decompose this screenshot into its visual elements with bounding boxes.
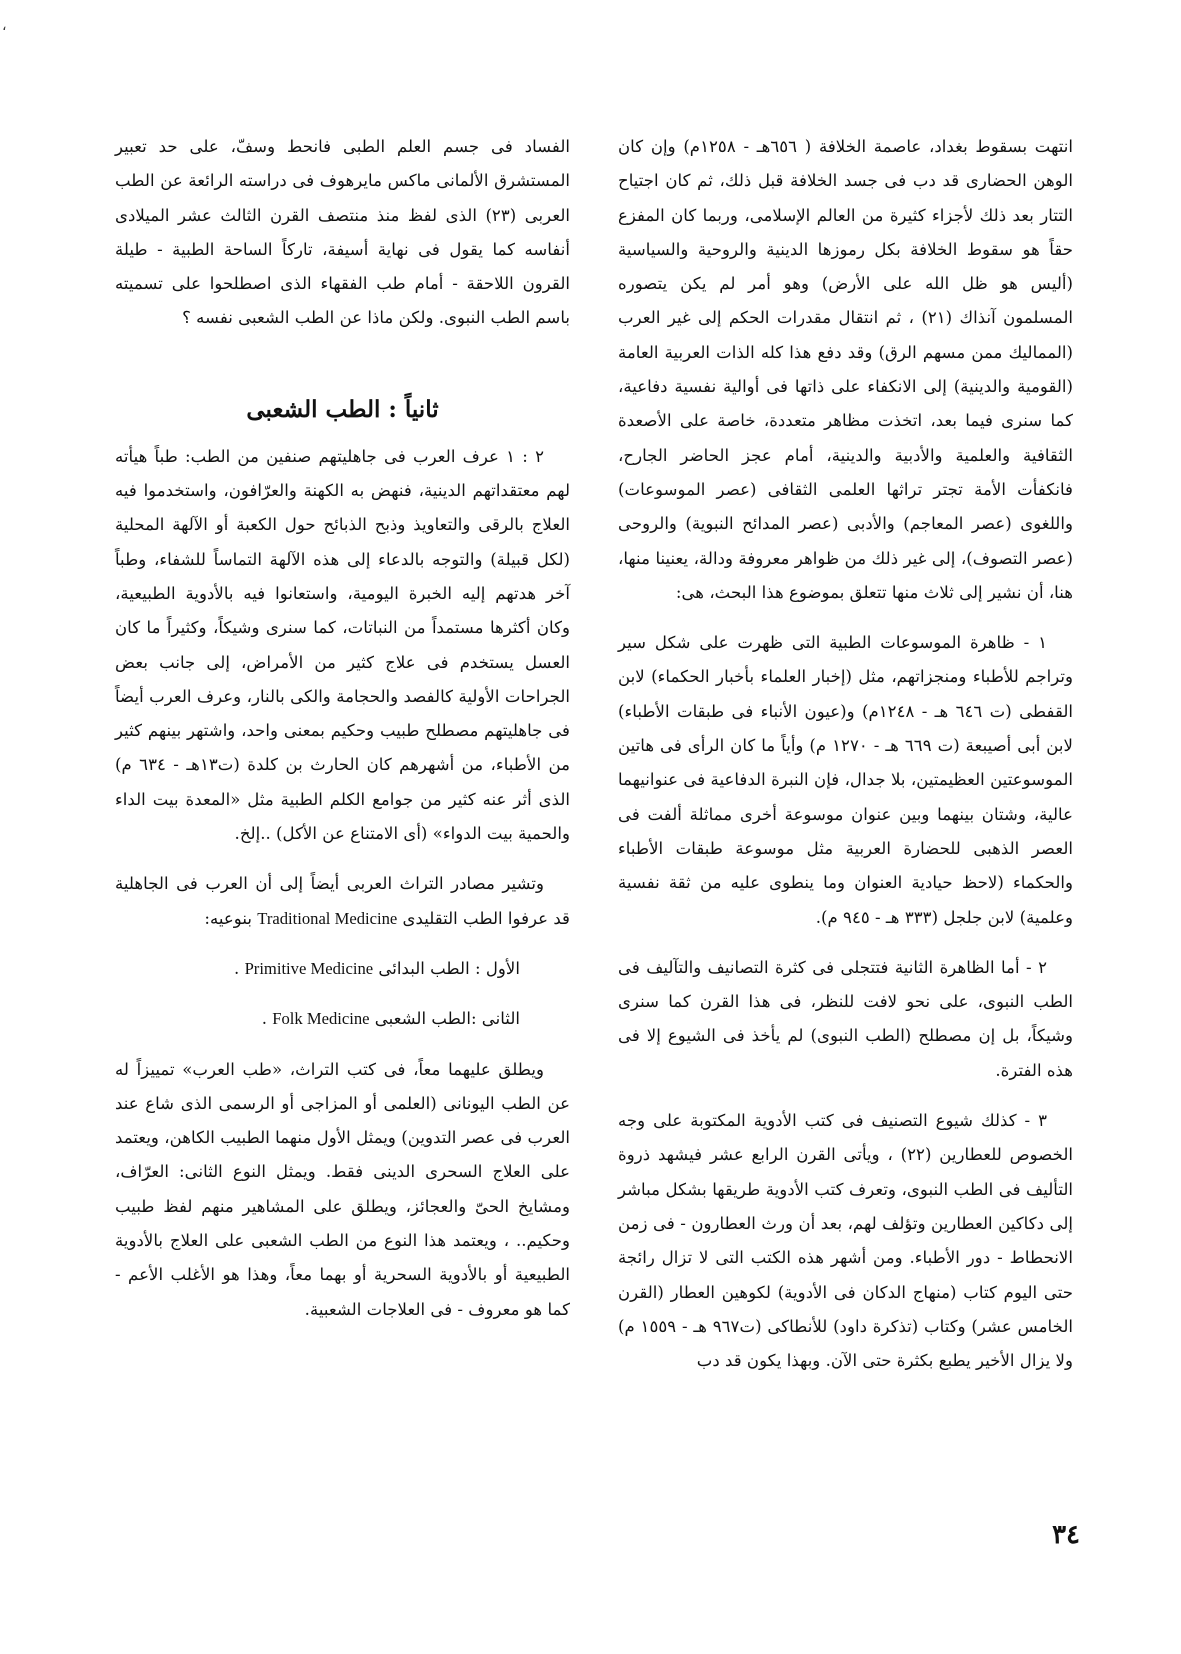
medicine-type-2-ar: الثانى :الطب الشعبى (374, 1009, 520, 1029)
corner-mark: ، (2, 18, 7, 34)
left-paragraph-2: ٢ : ١ عرف العرب فى جاهليتهم صنفين من الطب: طباً هيأته لهم معتقداتهم الدينية، فنهض به الكهنة والعرّافون، واستخدموا فيه العلاج بالرقى والتعاويذ وذبح الذبائح حول الكعبة أو الآلهة المحلية (لكل قبيلة) والتوجه بالدعاء إلى هذه الآلهة التماساً للشفاء، وطباً آخر هدتهم إليه الخبرة اليومية، واستعانوا فيه بالأدوية الطبيعية، وكان أكثرها مستمداً من النباتات، كما سنرى وشيكاً، وكثيراً ما كان العسل يستخدم فى علاج كثير من الأمراض، إلى جانب بعض الجراحات الأولية كالفصد والحجامة والكى بالنار، وعرف العرب أيضاً فى جاهليتهم مصطلح طبيب وحكيم بمعنى واحد، واشتهر بينهم كثير من الأطباء، من أشهرهم كان الحارث بن كلدة (ت١٣هـ - ٦٣٤ م) الذى أثر عنه كثير من جوامع الكلم الطبية مثل «المعدة بيت الداء والحمية بيت الدواء» (أى الامتناع عن الأكل) ..إلخ. (115, 446, 570, 844)
right-paragraph-1: انتهت بسقوط بغداد، عاصمة الخلافة ( ٦٥٦هـ - ١٢٥٨م) وإن كان الوهن الحضارى قد دب فى جسد الخلافة قبل ذلك، ثم كان اجتياح التتار بعد ذلك لأجزاء كثيرة من العالم الإسلامى، وربما كان المفزع حقاً هو سقوط الخلافة بكل رموزها الدينية والروحية والسياسية (أليس هو ظل الله على الأرض) وهو أمر لم يكن يتصوره المسلمون آنذاك (٢١) ، ثم انتقال مقدرات الحكم إلى غير العرب (المماليك ممن مسهم الرق) وقد دفع هذا كله الذات العربية العامة (القومية والدينية) إلى الانكفاء على ذاتها فى أوالية نفسية دفاعية، كما سنرى فيما بعد، اتخذت مظاهر متعددة، خاصة على الأصعدة الثقافية والعلمية والأدبية والدينية، أمام عجز الحاضر الجارح، فانكفأت الأمة تجتر تراثها العلمى الثقافى (عصر الموسوعات) واللغوى (عصر المعاجم) والأدبى (عصر المدائح النبوية) والروحى (عصر التصوف)، إلى غير ذلك من ظواهر معروفة ودالة، يعنينا منها، هنا، أن نشير إلى ثلاث منها تتعلق بموضوع هذا البحث، هى: (618, 137, 1073, 602)
traditional-medicine-term: Traditional Medicine (257, 908, 398, 928)
left-column (115, 130, 570, 1343)
medicine-type-1-en: Primitive Medicine (244, 958, 374, 978)
medicine-type-1 (115, 952, 570, 986)
left-paragraph-3 (115, 867, 570, 936)
right-paragraph-2: ١ - ظاهرة الموسوعات الطبية التى ظهرت على شكل سير وتراجم للأطباء ومنجزاتهم، مثل (إخبار العلماء بأخبار الحكماء) لابن القفطى (ت ٦٤٦ هـ - ١٢٤٨م) و(عيون الأنباء فى طبقات الأطباء) لابن أبى أصيبعة (ت ٦٦٩ هـ - ١٢٧٠ م) وأياً ما كان الرأى فى هاتين الموسوعتين العظيمتين، بلا جدال، فإن النبرة الدفاعية فى عنوانيهما عالية، وشتان بينهما وبين عنوان موسوعة أخرى مماثلة ألفت فى العصر الذهبى للحضارة العربية مثل موسوعة طبقات الأطباء والحكماء (لاحظ حيادية العنوان وما ينطوى عليه من ثقة نفسية وعلمية) لابن جلجل (٣٣٣ هـ - ٩٤٥ م). (618, 633, 1073, 927)
page-number: ٣٤ (1052, 1520, 1080, 1550)
medicine-type-2-dot: . (261, 1009, 267, 1029)
section-heading: ثانياً : الطب الشعبى (246, 395, 439, 423)
right-paragraph-3: ٢ - أما الظاهرة الثانية فتتجلى فى كثرة التصانيف والتآليف فى الطب النبوى، على نحو لافت للنظر، فى هذا القرن كما سنرى وشيكاً، بل إن مصطلح (الطب النبوى) لم يأخذ فى الشيوع إلا فى هذه الفترة. (618, 957, 1073, 1080)
medicine-type-2-en: Folk Medicine (272, 1009, 370, 1029)
left-paragraph-3-text: وتشير مصادر التراث العربى أيضاً إلى أن العرب فى الجاهلية قد عرفوا الطب التقليدى (115, 874, 570, 928)
left-paragraph-1: الفساد فى جسم العلم الطبى فانحط وسفّ، على حد تعبير المستشرق الألمانى ماكس مايرهوف فى دراسته الرائعة عن الطب العربى (٢٣) الذى لفظ منذ منتصف القرن الثالث عشر الميلادى أنفاسه كما يقول فى نهاية أسيفة، تاركاً الساحة الطبية - طيلة القرون اللاحقة - أمام طب الفقهاء الذى اصطلحوا على تسميته باسم الطب النبوى. ولكن ماذا عن الطب الشعبى نفسه ؟ (115, 137, 570, 328)
medicine-type-1-dot: . (234, 958, 240, 978)
medicine-type-2 (115, 1002, 570, 1036)
left-paragraph-3-tail: بنوعيه: (204, 908, 252, 928)
right-paragraph-4: ٣ - كذلك شيوع التصنيف فى كتب الأدوية المكتوبة على وجه الخصوص للعطارين (٢٢) ، ويأتى القرن الرابع عشر فيشهد ذروة التأليف فى الطب النبوى، وتعرف كتب الأدوية طريقها بشكل مباشر إلى دكاكين العطارين وتؤلف لهم، بعد أن ورث العطارون - فى زمن الانحطاط - دور الأطباء. ومن أشهر هذه الكتب التى لا تزال رائجة حتى اليوم كتاب (منهاج الدكان فى الأدوية) لكوهين العطار (القرن الخامس عشر) وكتاب (تذكرة داود) للأنطاكى (ت٩٦٧ هـ - ١٥٥٩ م) ولا يزال الأخير يطبع بكثرة حتى الآن. وبهذا يكون قد دب (618, 1111, 1073, 1371)
right-column (618, 130, 1073, 1394)
left-paragraph-4: ويطلق عليهما معاً، فى كتب التراث، «طب العرب» تمييزاً له عن الطب اليونانى (العلمى أو المزاجى أو الرسمى الذى شاع عند العرب فى عصر التدوين) ويمثل الأول منهما الطبيب الكاهن، ويعتمد على العلاج السحرى الدينى فقط. ويمثل النوع الثانى: العرّاف، ومشايخ الحىّ والعجائز، ويطلق على المشاهير منهم لفظ طبيب وحكيم.. ، ويعتمد هذا النوع من الطب الشعبى على العلاج بالأدوية الطبيعية أو بالأدوية السحرية أو بهما معاً، وهذا هو الأغلب الأعم - كما هو معروف - فى العلاجات الشعبية. (115, 1059, 570, 1319)
medicine-type-1-ar: الأول : الطب البدائى (378, 958, 520, 978)
